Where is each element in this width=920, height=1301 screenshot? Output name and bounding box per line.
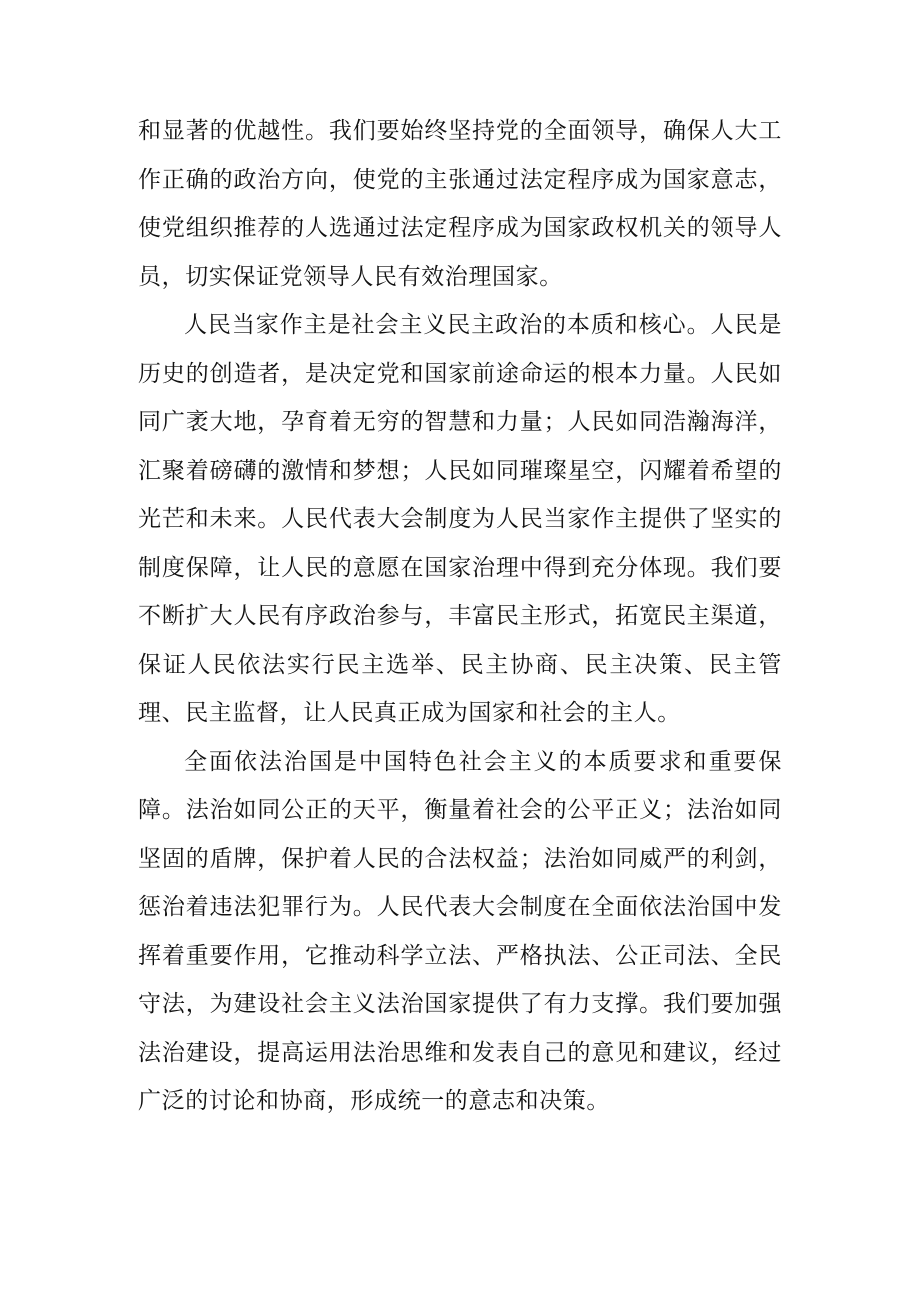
paragraph-continuation: 和显著的优越性。我们要始终坚持党的全面领导，确保人大工作正确的政治方向，使党的主张通过法定程序成为国家意志，使党组织推荐的人选通过法定程序成为国家政权机关的领导人员，切实保证党领导人民有效治理国家。 [138, 118, 782, 290]
paragraph-people-as-masters: 人民当家作主是社会主义民主政治的本质和核心。人民是历史的创造者，是决定党和国家前途命运的根本力量。人民如同广袤大地，孕育着无穷的智慧和力量；人民如同浩瀚海洋，汇聚着磅礴的激情和梦想；人民如同璀璨星空，闪耀着希望的光芒和未来。人民代表大会制度为人民当家作主提供了坚实的制度保障，让人民的意愿在国家治理中得到充分体现。我们要不断扩大人民有序政治参与，丰富民主形式，拓宽民主渠道，保证人民依法实行民主选举、民主协商、民主决策、民主管理、民主监督，让人民真正成为国家和社会的主人。 [138, 312, 782, 726]
paragraph-rule-of-law: 全面依法治国是中国特色社会主义的本质要求和重要保障。法治如同公正的天平，衡量着社会的公平正义；法治如同坚固的盾牌，保护着人民的合法权益；法治如同威严的利剑，惩治着违法犯罪行为。人民代表大会制度在全面依法治国中发挥着重要作用，它推动科学立法、严格执法、公正司法、全民守法，为建设社会主义法治国家提供了有力支撑。我们要加强法治建设，提高运用法治思维和发表自己的意见和建议，经过广泛的讨论和协商，形成统一的意志和决策。 [138, 748, 782, 1114]
document-page [138, 107, 782, 1126]
